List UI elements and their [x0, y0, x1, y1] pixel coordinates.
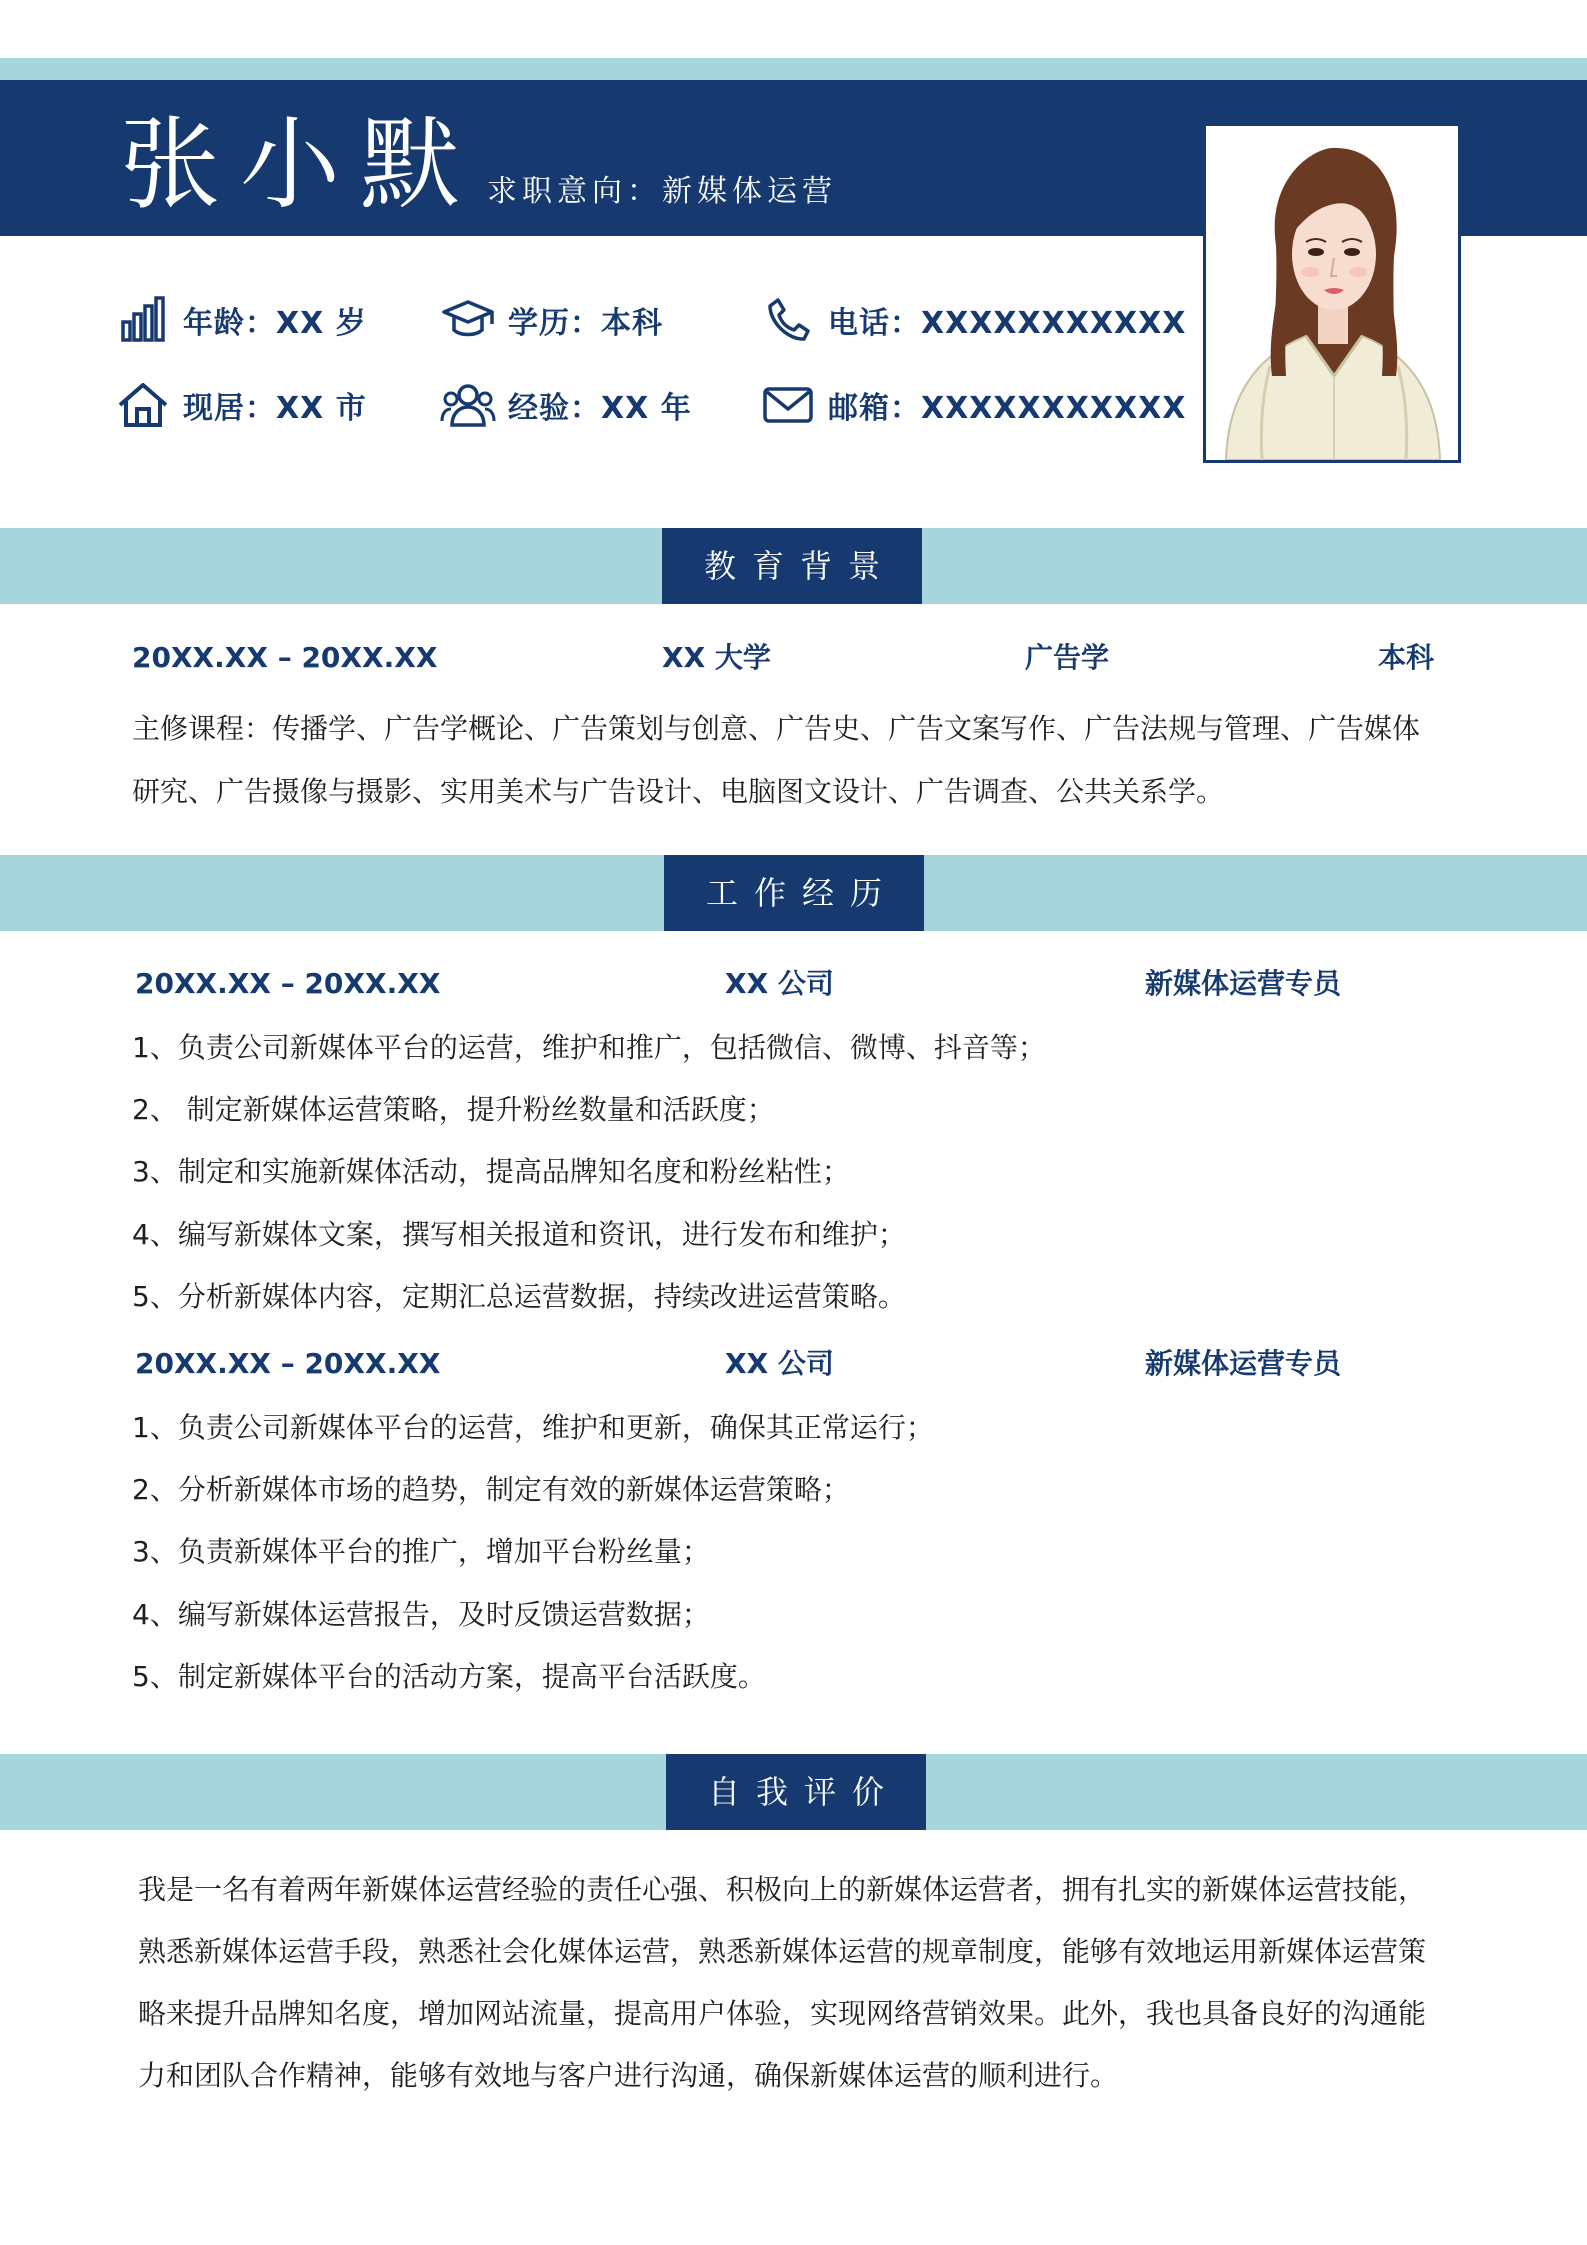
house-icon: [115, 377, 171, 433]
portrait-illustration: [1206, 126, 1458, 460]
info-education: [440, 290, 663, 350]
job2-duty-5: 5、制定新媒体平台的活动方案，提高平台活跃度。: [132, 1660, 766, 1693]
job1-duty-3: 3、制定和实施新媒体活动，提高品牌知名度和粉丝粘性；: [132, 1155, 850, 1188]
job2-duty-4: 4、编写新媒体运营报告，及时反馈运营数据；: [132, 1598, 710, 1631]
candidate-name: 张小默: [120, 106, 480, 223]
job2-duty-3: 3、负责新媒体平台的推广，增加平台粉丝量；: [132, 1535, 710, 1568]
info-residence: [115, 375, 367, 435]
self-eval-section-bar: [0, 1754, 1587, 1830]
work-section-title: 工作经历: [664, 855, 924, 931]
phone-icon: [760, 292, 816, 348]
job1-duty-5: 5、分析新媒体内容，定期汇总运营数据，持续改进运营策略。: [132, 1280, 906, 1313]
info-phone: [760, 290, 1186, 350]
education-major: 广告学: [1025, 641, 1110, 674]
job1-duty-2: 2、 制定新媒体运营策略，提升粉丝数量和活跃度；: [132, 1093, 775, 1126]
info-experience-label: 经验：XX 年: [508, 391, 692, 426]
info-education-label: 学历：本科: [508, 306, 663, 341]
work-section-bar: [0, 855, 1587, 931]
info-residence-label: 现居：XX 市: [183, 391, 367, 426]
self-eval-line-3: 略来提升品牌知名度，增加网站流量，提高用户体验，实现网络营销效果。此外，我也具备良好的沟通能: [138, 1997, 1427, 2030]
education-courses-line2: 研究、广告摄像与摄影、实用美术与广告设计、电脑图文设计、广告调查、公共关系学。: [132, 775, 1225, 808]
graduation-cap-icon: [440, 292, 496, 348]
job2-position: 新媒体运营专员: [1145, 1347, 1342, 1380]
education-section-title: 教育背景: [662, 528, 922, 604]
job-objective: 求职意向：新媒体运营: [487, 174, 837, 209]
bar-chart-icon: [115, 292, 171, 348]
info-experience: [440, 375, 692, 435]
self-eval-line-1: 我是一名有着两年新媒体运营经验的责任心强、积极向上的新媒体运营者，拥有扎实的新媒体运营技能，: [138, 1873, 1427, 1906]
info-email-label: 邮箱：XXXXXXXXXXX: [828, 391, 1187, 426]
education-degree: 本科: [1378, 641, 1435, 674]
header-top-strip: [0, 58, 1587, 80]
people-icon: [440, 377, 496, 433]
self-eval-line-2: 熟悉新媒体运营手段，熟悉社会化媒体运营，熟悉新媒体运营的规章制度，能够有效地运用新媒体运营策: [138, 1935, 1427, 1968]
info-age-label: 年龄：XX 岁: [183, 306, 367, 341]
education-section-bar: [0, 528, 1587, 604]
info-email: [760, 375, 1186, 435]
job1-duty-1: 1、负责公司新媒体平台的运营，维护和推广，包括微信、微博、抖音等；: [132, 1031, 1046, 1064]
job1-duty-4: 4、编写新媒体文案，撰写相关报道和资讯，进行发布和维护；: [132, 1218, 906, 1251]
job2-period: 20XX.XX – 20XX.XX: [135, 1347, 441, 1380]
job2-company: XX 公司: [725, 1347, 834, 1380]
info-age: [115, 290, 367, 350]
envelope-icon: [760, 377, 816, 433]
profile-photo: [1203, 123, 1461, 463]
job1-period: 20XX.XX – 20XX.XX: [135, 967, 441, 1000]
info-phone-label: 电话：XXXXXXXXXXX: [828, 306, 1187, 341]
job1-company: XX 公司: [725, 967, 834, 1000]
education-courses-line1: 主修课程：传播学、广告学概论、广告策划与创意、广告史、广告文案写作、广告法规与管理、广告媒体: [132, 712, 1421, 745]
job2-duty-1: 1、负责公司新媒体平台的运营，维护和更新，确保其正常运行；: [132, 1411, 934, 1444]
education-period: 20XX.XX – 20XX.XX: [132, 641, 438, 674]
job2-duty-2: 2、分析新媒体市场的趋势，制定有效的新媒体运营策略；: [132, 1473, 850, 1506]
self-eval-section-title: 自我评价: [666, 1754, 926, 1830]
job1-position: 新媒体运营专员: [1145, 967, 1342, 1000]
education-school: XX 大学: [662, 641, 771, 674]
self-eval-line-4: 力和团队合作精神，能够有效地与客户进行沟通，确保新媒体运营的顺利进行。: [138, 2059, 1119, 2092]
